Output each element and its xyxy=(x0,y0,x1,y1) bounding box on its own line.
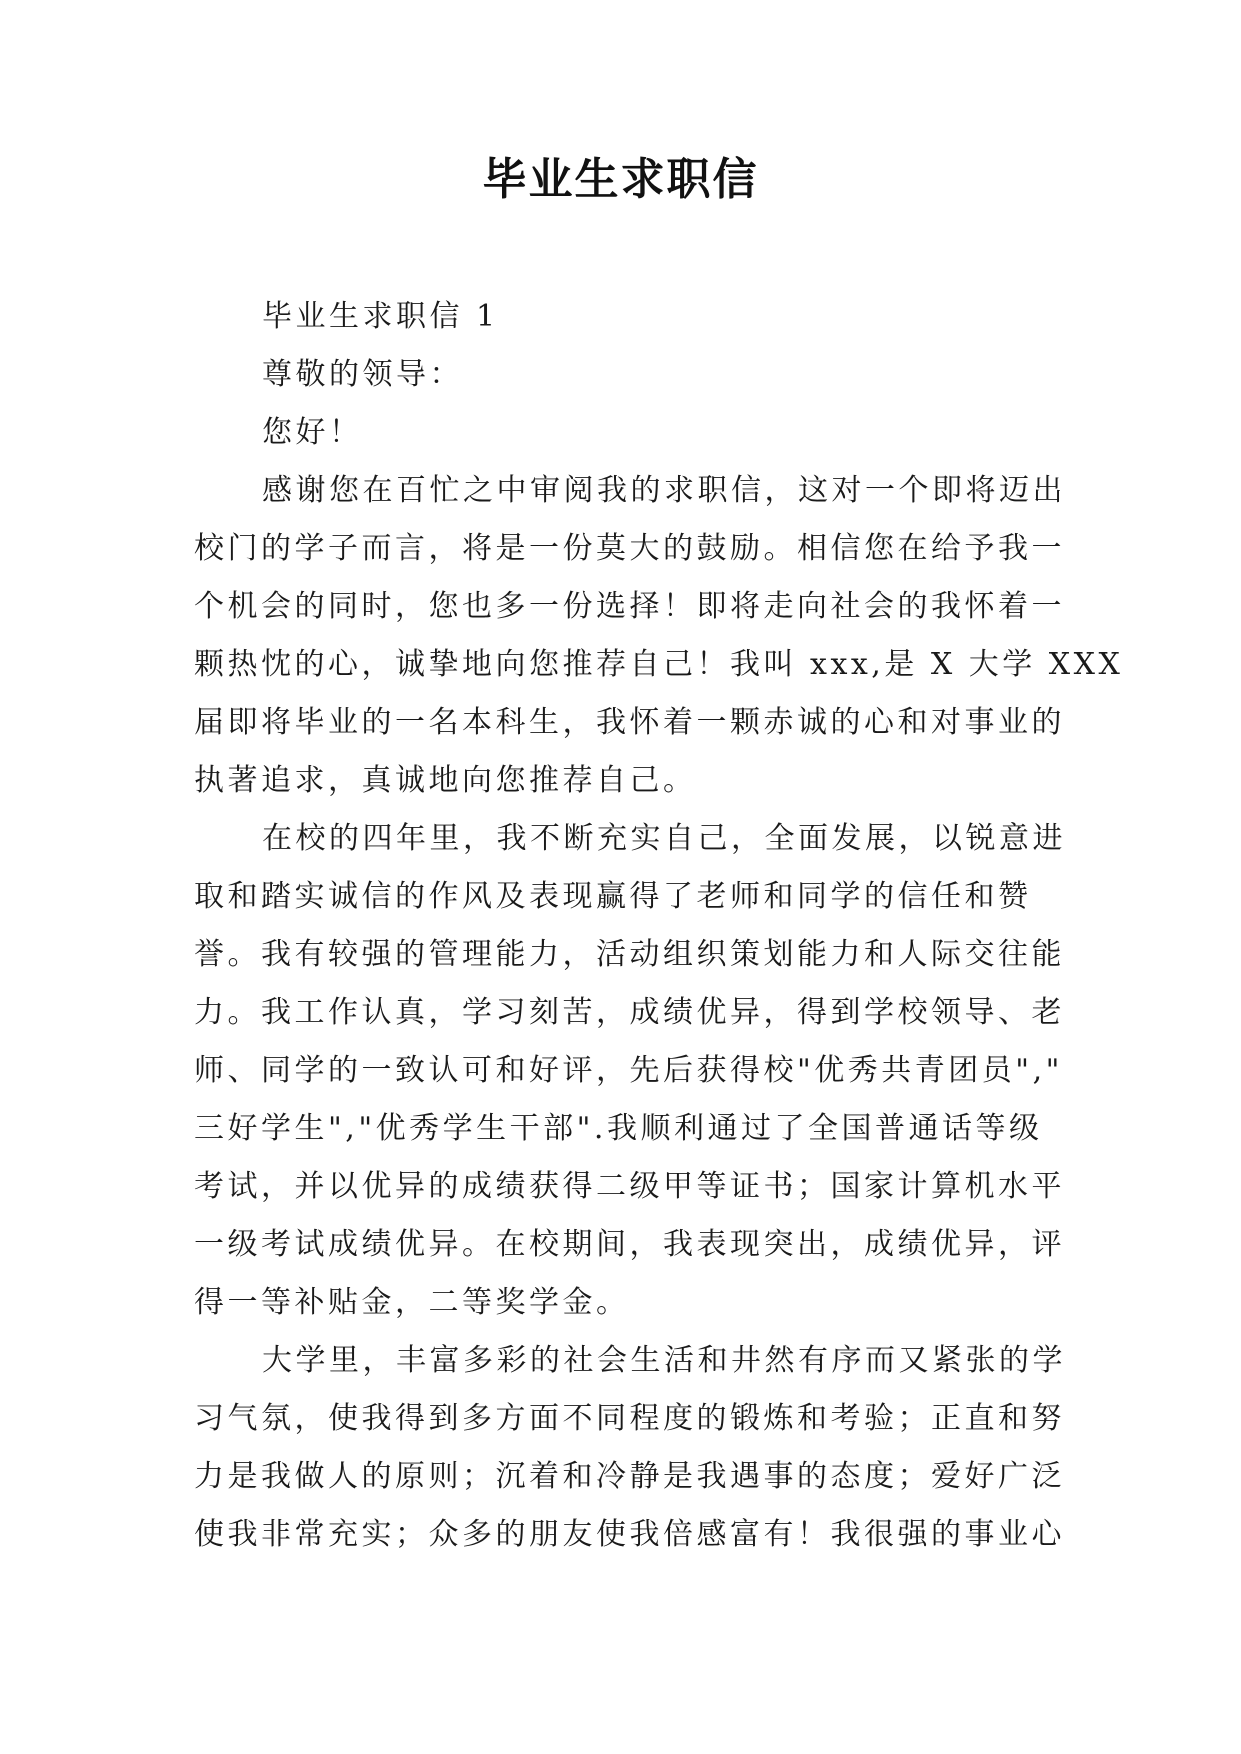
paragraph-line: 力。我工作认真，学习刻苦，成绩优异，得到学校领导、老 xyxy=(194,995,1065,1030)
paragraph-line: 誉。我有较强的管理能力，活动组织策划能力和人际交往能 xyxy=(194,937,1065,972)
paragraph-line: 师、同学的一致认可和好评，先后获得校"优秀共青团员"," xyxy=(194,1053,1063,1088)
paragraph-line: 考试，并以优异的成绩获得二级甲等证书；国家计算机水平 xyxy=(194,1169,1065,1204)
paragraph-line: 习气氛，使我得到多方面不同程度的锻炼和考验；正直和努 xyxy=(194,1401,1065,1436)
paragraph-line: 三好学生","优秀学生干部".我顺利通过了全国普通话等级 xyxy=(194,1111,1043,1146)
paragraph-line: 力是我做人的原则；沉着和冷静是我遇事的态度；爱好广泛 xyxy=(194,1459,1065,1494)
paragraph-line: 取和踏实诚信的作风及表现赢得了老师和同学的信任和赞 xyxy=(194,879,1032,914)
paragraph-line: 得一等补贴金，二等奖学金。 xyxy=(194,1285,630,1320)
letter-body xyxy=(194,288,1124,1564)
greeting: 您好！ xyxy=(262,415,363,450)
paragraph-line: 颗热忱的心，诚挚地向您推荐自己！我叫 xxx,是 X 大学 XXX xyxy=(194,647,1124,682)
document-title: 毕业生求职信 xyxy=(482,154,759,205)
paragraph-line: 大学里，丰富多彩的社会生活和井然有序而又紧张的学 xyxy=(262,1343,1066,1378)
letter-heading: 毕业生求职信 1 xyxy=(262,299,499,334)
paragraph-intro xyxy=(194,462,1124,810)
paragraph-line: 个机会的同时，您也多一份选择！即将走向社会的我怀着一 xyxy=(194,589,1065,624)
paragraph-line: 一级考试成绩优异。在校期间，我表现突出，成绩优异，评 xyxy=(194,1227,1065,1262)
salutation: 尊敬的领导： xyxy=(262,357,463,392)
paragraph-line: 在校的四年里，我不断充实自己，全面发展，以锐意进 xyxy=(262,821,1066,856)
paragraph-line: 感谢您在百忙之中审阅我的求职信，这对一个即将迈出 xyxy=(262,473,1066,508)
paragraph-line: 校门的学子而言，将是一份莫大的鼓励。相信您在给予我一 xyxy=(194,531,1065,566)
paragraph-line: 届即将毕业的一名本科生，我怀着一颗赤诚的心和对事业的 xyxy=(194,705,1065,740)
paragraph-line: 执著追求，真诚地向您推荐自己。 xyxy=(194,763,697,798)
paragraph-university-life xyxy=(194,1332,1066,1564)
paragraph-line: 使我非常充实；众多的朋友使我倍感富有！我很强的事业心 xyxy=(194,1517,1065,1552)
paragraph-school-years xyxy=(194,810,1066,1332)
